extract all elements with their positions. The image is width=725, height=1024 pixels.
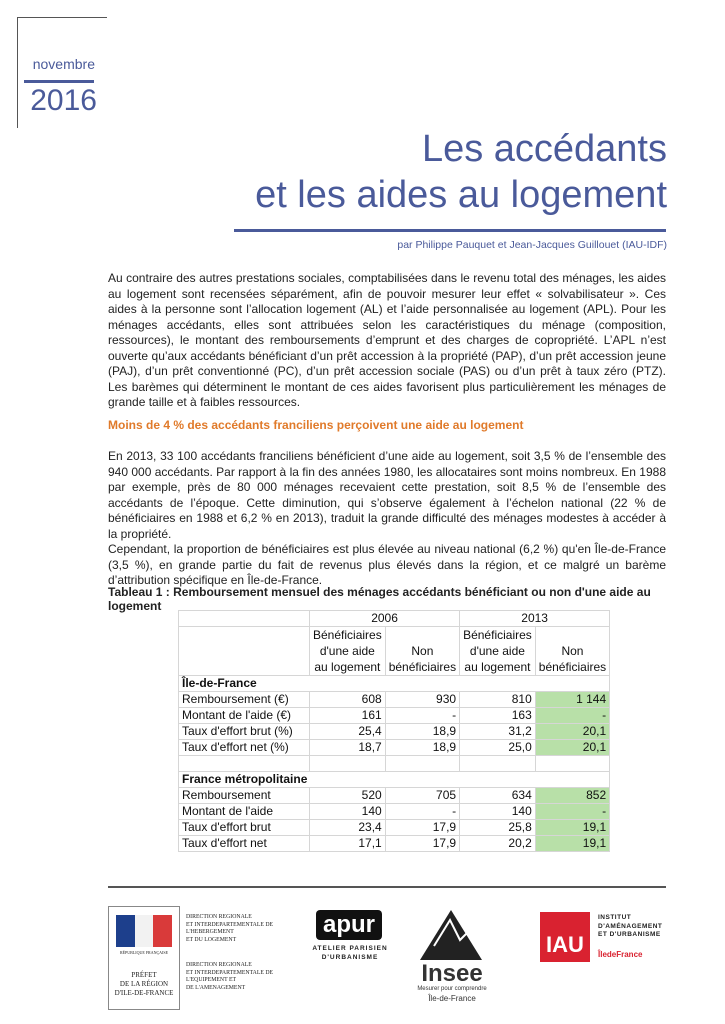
table-row: Montant de l'aide (€) 161 - 163 - xyxy=(179,708,610,724)
section-heading: Moins de 4 % des accédants franciliens perçoivent une aide au logement xyxy=(108,418,524,432)
month-divider xyxy=(24,80,94,83)
page-title xyxy=(107,126,667,218)
section-body xyxy=(108,449,666,589)
apur-subtitle: ATELIER PARISIEN D'URBANISME xyxy=(312,945,388,961)
marianne-flag-icon xyxy=(116,915,172,947)
year-header-2013: 2013 xyxy=(460,611,610,627)
insee-tagline: Mesurer pour comprendre xyxy=(417,986,487,992)
table-row: Remboursement (€) 608 930 810 1 144 xyxy=(179,692,610,708)
iau-logo: IAU xyxy=(540,912,590,962)
section-paragraph-1: En 2013, 33 100 accédants franciliens bénéficient d’une aide au logement, soit 3,5 % de l’ensemble des 940 000 accédants. Par rapport à la fin des années 1980, les allocataires sont moins nombreux. En 1988 par exemple, près de 80 000 ménages recevaient cette prestation, soit 8,5 % de l’ensemble des accédants de l’époque. Cette diminution, qui s’observe également à l’échelon national (22 % de bénéficiaires en 1988 et 6,2 % en 2013), traduit la grande difficulté des ménages modestes à accéder à la propriété. xyxy=(108,449,666,541)
table-row: Taux d'effort brut (%) 25,4 18,9 31,2 20,1 xyxy=(179,724,610,740)
table-row: Montant de l'aide 140 - 140 - xyxy=(179,804,610,820)
insee-logo: Insee xyxy=(421,960,483,987)
col-header-beneficiaires-2006: Bénéficiaires d'une aide au logement xyxy=(310,627,386,676)
table-caption: Tableau 1 : Remboursement mensuel des ménages accédants bénéficiant ou non d'une aide au logement xyxy=(108,585,651,613)
region-label-idf: Île-de-France xyxy=(179,676,610,692)
rf-label: RÉPUBLIQUE FRANÇAISE xyxy=(119,950,169,955)
publication-year: 2016 xyxy=(30,84,97,117)
authors: par Philippe Pauquet et Jean-Jacques Guillouet (IAU-IDF) xyxy=(397,239,667,251)
prefect-logo xyxy=(108,906,180,1010)
intro-paragraph: Au contraire des autres prestations sociales, comptabilisées dans le revenu total des ménages, les aides au logement sont recensées séparément, afin de pouvoir mesurer leur effet « solvabilisateur ». Ces aides à la personne sont l’allocation logement (AL) et l’aide personnalisée au logement (APL). Pour les ménages accédants, elles sont attribuées selon les caractéristiques du ménage (composition, ressources), le montant des remboursements d’emprunt et des charges de copropriété. L’APL n’est ouverte qu’aux accédants bénéficiant d’un prêt accession à la propriété (PAP), d’un prêt accession jeune (PAJ), d’un prêt conventionné (PC), d’un prêt accession sociale (PAS) ou d’un prêt à taux zéro (PTZ). Les barèmes qui déterminent le montant de ces aides favorisent plus particulièrement les ménages de grande taille et à faibles ressources. xyxy=(108,271,666,409)
drihl-text: DIRECTION REGIONALE ET INTERDEPARTEMENTALE DE L'HEBERGEMENT ET DU LOGEMENT xyxy=(186,914,274,943)
footer-divider xyxy=(108,886,666,888)
iledefrance-logo: ÎledeFrance xyxy=(598,950,643,959)
title-line-2: et les aides au logement xyxy=(255,174,667,216)
table-row: Remboursement 520 705 634 852 xyxy=(179,788,610,804)
iau-text: INSTITUT D'AMÉNAGEMENT ET D'URBANISME xyxy=(598,914,663,938)
table-corner xyxy=(179,611,310,627)
driea-text: DIRECTION REGIONALE ET INTERDEPARTEMENTALE DE L'EQUIPEMENT ET DE L'AMENAGEMENT xyxy=(186,962,274,991)
table-row: Taux d'effort net (%) 18,7 18,9 25,0 20,1 xyxy=(179,740,610,756)
table-row: Taux d'effort brut 23,4 17,9 25,8 19,1 xyxy=(179,820,610,836)
table-spacer-row xyxy=(179,756,610,772)
data-table xyxy=(178,610,610,852)
apur-logo: apur xyxy=(316,910,382,940)
col-header-non-beneficiaires-2013: Non bénéficiaires xyxy=(535,627,609,676)
title-divider xyxy=(234,229,666,232)
col-header-non-beneficiaires-2006: Non bénéficiaires xyxy=(385,627,459,676)
year-header-2006: 2006 xyxy=(310,611,460,627)
prefect-text: PRÉFET DE LA RÉGION D'ILE-DE-FRANCE xyxy=(114,971,174,997)
region-label-france: France métropolitaine xyxy=(179,772,610,788)
publication-month: novembre xyxy=(32,56,95,72)
insee-region: Île-de-France xyxy=(428,994,476,1003)
table-row: Taux d'effort net 17,1 17,9 20,2 19,1 xyxy=(179,836,610,852)
insee-emblem-icon xyxy=(420,910,482,960)
table-header-empty xyxy=(179,627,310,676)
col-header-beneficiaires-2013: Bénéficiaires d'une aide au logement xyxy=(460,627,536,676)
section-paragraph-2: Cependant, la proportion de bénéficiaires est plus élevée au niveau national (6,2 %) qu'en Île-de-France (3,5 %), en grande partie du fait de revenus plus élevés dans la région, et ce malgré un barème d’attribution spécifique en Île-de-France. xyxy=(108,542,666,587)
title-line-1: Les accédants xyxy=(421,128,667,170)
